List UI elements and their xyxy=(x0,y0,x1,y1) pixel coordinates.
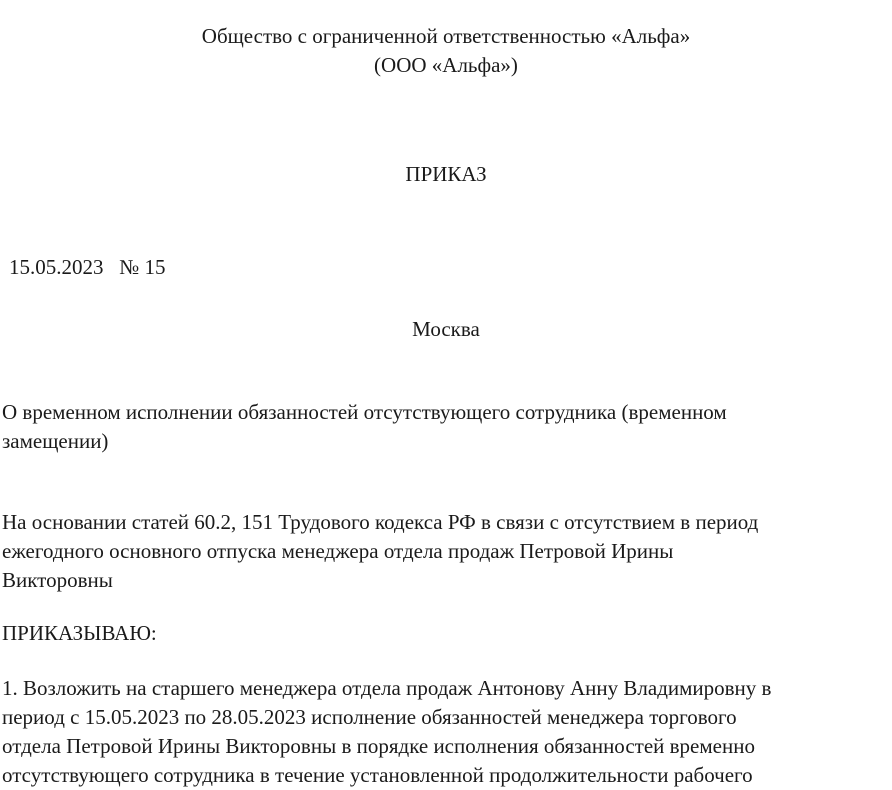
item-line: 1. Возложить на старшего менеджера отдела продаж Антонову Анну Владимировну в xyxy=(2,676,772,700)
order-keyword: ПРИКАЗЫВАЮ: xyxy=(2,621,157,645)
basis-paragraph xyxy=(2,508,886,595)
document-subject xyxy=(2,398,886,456)
basis-line: Викторовны xyxy=(2,568,113,592)
document-city: Москва xyxy=(412,317,480,341)
item-line: отдела Петровой Ирины Викторовны в порядке исполнения обязанностей временно xyxy=(2,734,755,758)
order-item-1 xyxy=(2,674,886,790)
item-line: отсутствующего сотрудника в течение установленной продолжительности рабочего xyxy=(2,763,753,787)
document-title: ПРИКАЗ xyxy=(405,162,487,186)
organization-full-name: Общество с ограниченной ответственностью «Альфа» xyxy=(201,24,691,48)
organization-short-name: (ООО «Альфа») xyxy=(374,53,518,77)
subject-line: О временном исполнении обязанностей отсутствующего сотрудника (временном xyxy=(2,400,727,424)
basis-line: На основании статей 60.2, 151 Трудового кодекса РФ в связи с отсутствием в период xyxy=(2,510,759,534)
basis-line: ежегодного основного отпуска менеджера отдела продаж Петровой Ирины xyxy=(2,539,674,563)
document-date-number: 15.05.2023 № 15 xyxy=(9,255,166,279)
subject-line: замещении) xyxy=(2,429,109,453)
item-line: период с 15.05.2023 по 28.05.2023 исполнение обязанностей менеджера торгового xyxy=(2,705,737,729)
